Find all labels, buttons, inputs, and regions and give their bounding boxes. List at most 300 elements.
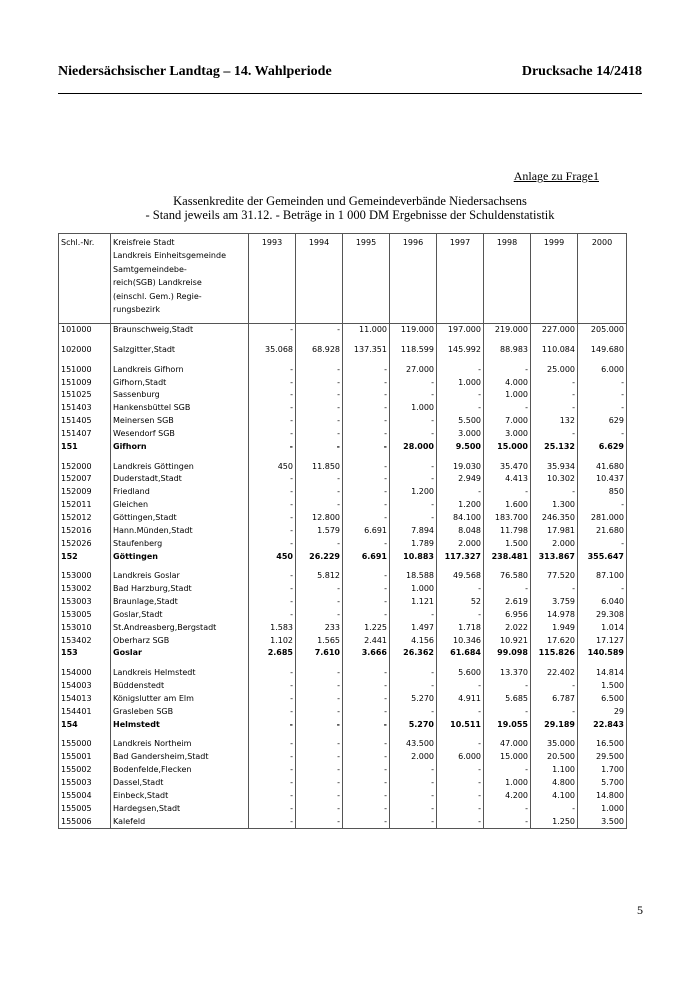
value-cell: 21.680 (578, 525, 627, 538)
value-cell: 26.229 (296, 551, 343, 564)
value-cell: - (437, 764, 484, 777)
value-cell: - (437, 803, 484, 816)
value-cell: - (390, 803, 437, 816)
value-cell: - (249, 324, 296, 337)
table-row (59, 583, 627, 596)
value-cell: 29 (578, 706, 627, 719)
spacer-cell (249, 454, 296, 461)
spacer-cell (59, 337, 111, 344)
spacer-cell (390, 337, 437, 344)
key-cell: 152011 (59, 499, 111, 512)
value-cell: - (343, 583, 390, 596)
value-cell: 19.030 (437, 461, 484, 474)
value-cell: 9.500 (437, 441, 484, 454)
spacer-cell (111, 731, 249, 738)
spacer-cell (343, 731, 390, 738)
value-cell: 1.600 (484, 499, 531, 512)
spacer-cell (343, 454, 390, 461)
spacer-cell (531, 731, 578, 738)
value-cell: - (437, 583, 484, 596)
table-row (59, 570, 627, 583)
name-cell: Landkreis Helmstedt (111, 667, 249, 680)
spacer-cell (296, 660, 343, 667)
value-cell: - (437, 738, 484, 751)
table-row (59, 777, 627, 790)
key-cell: 153 (59, 647, 111, 660)
value-cell: 10.437 (578, 473, 627, 486)
table-row (59, 402, 627, 415)
value-cell: - (531, 583, 578, 596)
spacer-cell (111, 337, 249, 344)
key-cell: 151 (59, 441, 111, 454)
value-cell: 10.346 (437, 635, 484, 648)
value-cell: - (437, 402, 484, 415)
value-cell: 137.351 (343, 344, 390, 357)
value-cell: 1.000 (484, 389, 531, 402)
header-divider (58, 93, 642, 94)
value-cell: - (296, 693, 343, 706)
value-cell: - (390, 609, 437, 622)
spacer-cell (343, 563, 390, 570)
value-cell: - (578, 389, 627, 402)
name-cell: Einbeck,Stadt (111, 790, 249, 803)
value-cell: 14.814 (578, 667, 627, 680)
value-cell: - (249, 667, 296, 680)
value-cell: 7.000 (484, 415, 531, 428)
value-cell: - (249, 570, 296, 583)
spacer-cell (390, 731, 437, 738)
value-cell: 629 (578, 415, 627, 428)
table-row (59, 512, 627, 525)
value-cell: 183.700 (484, 512, 531, 525)
spacer-cell (249, 357, 296, 364)
column-header: 1995 (343, 234, 390, 324)
spacer-row (59, 357, 627, 364)
spacer-cell (437, 563, 484, 570)
spacer-cell (578, 357, 627, 364)
value-cell: - (343, 764, 390, 777)
value-cell: - (343, 441, 390, 454)
value-cell: 7.610 (296, 647, 343, 660)
key-cell: 153002 (59, 583, 111, 596)
spacer-cell (343, 357, 390, 364)
value-cell: 227.000 (531, 324, 578, 337)
page-number: 5 (637, 903, 643, 917)
value-cell: 1.949 (531, 622, 578, 635)
name-cell: Landkreis Göttingen (111, 461, 249, 474)
value-cell: - (437, 777, 484, 790)
spacer-cell (531, 563, 578, 570)
value-cell: 1.121 (390, 596, 437, 609)
value-cell: 6.787 (531, 693, 578, 706)
value-cell: 4.911 (437, 693, 484, 706)
value-cell: - (296, 764, 343, 777)
value-cell: - (249, 583, 296, 596)
name-cell: Bad Harzburg,Stadt (111, 583, 249, 596)
value-cell: 35.000 (531, 738, 578, 751)
value-cell: - (296, 324, 343, 337)
value-cell: - (390, 512, 437, 525)
value-cell: - (249, 706, 296, 719)
value-cell: - (296, 428, 343, 441)
value-cell: 1.583 (249, 622, 296, 635)
key-cell: 154003 (59, 680, 111, 693)
spacer-cell (59, 660, 111, 667)
value-cell: 2.022 (484, 622, 531, 635)
spacer-cell (59, 731, 111, 738)
spacer-cell (343, 337, 390, 344)
value-cell: - (249, 538, 296, 551)
value-cell: - (249, 402, 296, 415)
key-cell: 155000 (59, 738, 111, 751)
value-cell: - (343, 596, 390, 609)
value-cell: 219.000 (484, 324, 531, 337)
table-row (59, 525, 627, 538)
value-cell: - (296, 486, 343, 499)
value-cell: 110.084 (531, 344, 578, 357)
name-cell: Bodenfelde,Flecken (111, 764, 249, 777)
column-header: 2000 (578, 234, 627, 324)
spacer-cell (249, 563, 296, 570)
value-cell: 1.200 (437, 499, 484, 512)
table-row (59, 693, 627, 706)
value-cell: - (343, 816, 390, 829)
spacer-cell (531, 337, 578, 344)
value-cell: - (484, 364, 531, 377)
value-cell: - (531, 402, 578, 415)
spacer-cell (296, 563, 343, 570)
key-cell: 155006 (59, 816, 111, 829)
value-cell: 1.000 (578, 803, 627, 816)
value-cell: 205.000 (578, 324, 627, 337)
value-cell: 4.200 (484, 790, 531, 803)
value-cell: 117.327 (437, 551, 484, 564)
value-cell: - (343, 803, 390, 816)
value-cell: - (249, 428, 296, 441)
page-header (58, 64, 642, 86)
value-cell: 1.200 (390, 486, 437, 499)
key-cell: 154013 (59, 693, 111, 706)
value-cell: 49.568 (437, 570, 484, 583)
value-cell: - (249, 415, 296, 428)
value-cell: - (343, 538, 390, 551)
name-cell: Meinersen SGB (111, 415, 249, 428)
spacer-cell (111, 454, 249, 461)
spacer-row (59, 731, 627, 738)
value-cell: 197.000 (437, 324, 484, 337)
value-cell: - (296, 706, 343, 719)
value-cell: - (390, 777, 437, 790)
value-cell: 6.000 (578, 364, 627, 377)
value-cell: 16.500 (578, 738, 627, 751)
value-cell: 10.302 (531, 473, 578, 486)
value-cell: - (249, 389, 296, 402)
name-cell: Salzgitter,Stadt (111, 344, 249, 357)
value-cell: - (531, 389, 578, 402)
column-header: 1999 (531, 234, 578, 324)
value-cell: 26.362 (390, 647, 437, 660)
value-cell: 1.000 (437, 377, 484, 390)
value-cell: 246.350 (531, 512, 578, 525)
name-cell: Duderstadt,Stadt (111, 473, 249, 486)
spacer-cell (531, 357, 578, 364)
value-cell: - (578, 538, 627, 551)
key-cell: 151407 (59, 428, 111, 441)
value-cell: 5.600 (437, 667, 484, 680)
value-cell: - (296, 415, 343, 428)
name-cell: Göttingen (111, 551, 249, 564)
value-cell: 4.800 (531, 777, 578, 790)
column-header: Schl.-Nr. (59, 234, 111, 324)
value-cell: - (390, 461, 437, 474)
key-cell: 152009 (59, 486, 111, 499)
value-cell: - (484, 803, 531, 816)
spacer-cell (484, 337, 531, 344)
value-cell: - (390, 706, 437, 719)
key-cell: 152016 (59, 525, 111, 538)
value-cell: - (296, 583, 343, 596)
value-cell: 132 (531, 415, 578, 428)
table-body (59, 324, 627, 829)
spacer-cell (484, 454, 531, 461)
value-cell: 17.127 (578, 635, 627, 648)
value-cell: - (296, 364, 343, 377)
column-header: 1994 (296, 234, 343, 324)
value-cell: 25.000 (531, 364, 578, 377)
spacer-cell (296, 454, 343, 461)
value-cell: - (484, 402, 531, 415)
table-row (59, 461, 627, 474)
name-cell: Landkreis Gifhorn (111, 364, 249, 377)
value-cell: 10.921 (484, 635, 531, 648)
value-cell: 6.956 (484, 609, 531, 622)
subtotal-row (59, 441, 627, 454)
value-cell: - (249, 719, 296, 732)
name-cell: Gifhorn (111, 441, 249, 454)
spacer-cell (343, 660, 390, 667)
value-cell: 1.000 (390, 402, 437, 415)
value-cell: - (343, 680, 390, 693)
value-cell: 3.666 (343, 647, 390, 660)
name-cell: Gleichen (111, 499, 249, 512)
value-cell: 14.800 (578, 790, 627, 803)
value-cell: - (578, 428, 627, 441)
value-cell: 22.402 (531, 667, 578, 680)
key-cell: 102000 (59, 344, 111, 357)
value-cell: - (484, 706, 531, 719)
value-cell: - (249, 525, 296, 538)
value-cell: - (343, 609, 390, 622)
table-row (59, 364, 627, 377)
value-cell: - (437, 364, 484, 377)
value-cell: - (249, 751, 296, 764)
value-cell: - (343, 570, 390, 583)
value-cell: 17.981 (531, 525, 578, 538)
value-cell: 99.098 (484, 647, 531, 660)
key-cell: 155004 (59, 790, 111, 803)
value-cell: 12.800 (296, 512, 343, 525)
table-row (59, 764, 627, 777)
value-cell: - (296, 389, 343, 402)
value-cell: 5.270 (390, 719, 437, 732)
value-cell: 6.500 (578, 693, 627, 706)
spacer-cell (111, 357, 249, 364)
value-cell: 77.520 (531, 570, 578, 583)
value-cell: 17.620 (531, 635, 578, 648)
key-cell: 151000 (59, 364, 111, 377)
value-cell: 115.826 (531, 647, 578, 660)
header-document-number: Drucksache 14/2418 (521, 64, 642, 79)
value-cell: - (437, 816, 484, 829)
value-cell: - (296, 719, 343, 732)
column-header: 1993 (249, 234, 296, 324)
name-cell: Landkreis Northeim (111, 738, 249, 751)
value-cell: 4.156 (390, 635, 437, 648)
value-cell: 149.680 (578, 344, 627, 357)
value-cell: 850 (578, 486, 627, 499)
value-cell: - (484, 486, 531, 499)
value-cell: - (390, 473, 437, 486)
value-cell: - (343, 415, 390, 428)
value-cell: 6.040 (578, 596, 627, 609)
spacer-row (59, 563, 627, 570)
value-cell: 118.599 (390, 344, 437, 357)
value-cell: 11.798 (484, 525, 531, 538)
value-cell: - (296, 777, 343, 790)
value-cell: 119.000 (390, 324, 437, 337)
value-cell: - (484, 583, 531, 596)
value-cell: 52 (437, 596, 484, 609)
key-cell: 155003 (59, 777, 111, 790)
value-cell: - (249, 512, 296, 525)
value-cell: 1.579 (296, 525, 343, 538)
value-cell: 1.500 (484, 538, 531, 551)
value-cell: - (390, 667, 437, 680)
spacer-cell (484, 357, 531, 364)
name-cell: Hankensbüttel SGB (111, 402, 249, 415)
value-cell: 1.100 (531, 764, 578, 777)
value-cell: 14.978 (531, 609, 578, 622)
value-cell: - (390, 377, 437, 390)
spacer-cell (437, 357, 484, 364)
column-header: Kreisfreie Stadt Landkreis Einheitsgemeinde Samtgemeindebe- reich(SGB) Landkreise (einschl. Gem.) Regie- rungsbezirk (111, 234, 249, 324)
value-cell: 2.000 (437, 538, 484, 551)
value-cell: 1.225 (343, 622, 390, 635)
value-cell: - (296, 499, 343, 512)
value-cell: - (390, 816, 437, 829)
value-cell: 18.588 (390, 570, 437, 583)
value-cell: 3.000 (437, 428, 484, 441)
table-row (59, 499, 627, 512)
value-cell: - (296, 377, 343, 390)
value-cell: 2.619 (484, 596, 531, 609)
key-cell: 154 (59, 719, 111, 732)
key-cell: 155001 (59, 751, 111, 764)
value-cell: 3.759 (531, 596, 578, 609)
spacer-cell (390, 563, 437, 570)
value-cell: - (296, 667, 343, 680)
key-cell: 152000 (59, 461, 111, 474)
key-cell: 151025 (59, 389, 111, 402)
value-cell: 5.685 (484, 693, 531, 706)
spacer-cell (59, 454, 111, 461)
value-cell: 3.500 (578, 816, 627, 829)
value-cell: 5.700 (578, 777, 627, 790)
key-cell: 155002 (59, 764, 111, 777)
value-cell: - (296, 738, 343, 751)
value-cell: - (296, 609, 343, 622)
value-cell: - (484, 816, 531, 829)
value-cell: 355.647 (578, 551, 627, 564)
table-row (59, 415, 627, 428)
value-cell: - (531, 428, 578, 441)
value-cell: 35.068 (249, 344, 296, 357)
value-cell: 4.413 (484, 473, 531, 486)
value-cell: - (343, 377, 390, 390)
value-cell: 1.000 (484, 777, 531, 790)
name-cell: Braunlage,Stadt (111, 596, 249, 609)
value-cell: - (390, 790, 437, 803)
value-cell: 1.718 (437, 622, 484, 635)
value-cell: 19.055 (484, 719, 531, 732)
value-cell: - (249, 816, 296, 829)
spacer-cell (59, 357, 111, 364)
name-cell: Dassel,Stadt (111, 777, 249, 790)
value-cell: - (249, 803, 296, 816)
table-row (59, 751, 627, 764)
name-cell: Landkreis Goslar (111, 570, 249, 583)
value-cell: 6.691 (343, 525, 390, 538)
value-cell: - (249, 680, 296, 693)
value-cell: 1.700 (578, 764, 627, 777)
table-row (59, 667, 627, 680)
table-row (59, 344, 627, 357)
value-cell: 27.000 (390, 364, 437, 377)
value-cell: - (390, 680, 437, 693)
name-cell: St.Andreasberg,Bergstadt (111, 622, 249, 635)
key-cell: 151403 (59, 402, 111, 415)
spacer-cell (296, 731, 343, 738)
spacer-cell (437, 731, 484, 738)
name-cell: Oberharz SGB (111, 635, 249, 648)
value-cell: 450 (249, 551, 296, 564)
table-row (59, 428, 627, 441)
value-cell: - (531, 803, 578, 816)
value-cell: 87.100 (578, 570, 627, 583)
value-cell: - (343, 790, 390, 803)
table-row (59, 790, 627, 803)
value-cell: 450 (249, 461, 296, 474)
table-title (58, 194, 642, 222)
name-cell: Bad Gandersheim,Stadt (111, 751, 249, 764)
value-cell: - (249, 377, 296, 390)
key-cell: 153003 (59, 596, 111, 609)
spacer-cell (484, 731, 531, 738)
spacer-row (59, 660, 627, 667)
value-cell: 13.370 (484, 667, 531, 680)
value-cell: 20.500 (531, 751, 578, 764)
name-cell: Königslutter am Elm (111, 693, 249, 706)
value-cell: 1.500 (578, 680, 627, 693)
spacer-cell (578, 563, 627, 570)
key-cell: 155005 (59, 803, 111, 816)
table-header-row (59, 234, 627, 324)
spacer-cell (578, 660, 627, 667)
key-cell: 152 (59, 551, 111, 564)
value-cell: - (531, 486, 578, 499)
column-header: 1996 (390, 234, 437, 324)
value-cell: 84.100 (437, 512, 484, 525)
